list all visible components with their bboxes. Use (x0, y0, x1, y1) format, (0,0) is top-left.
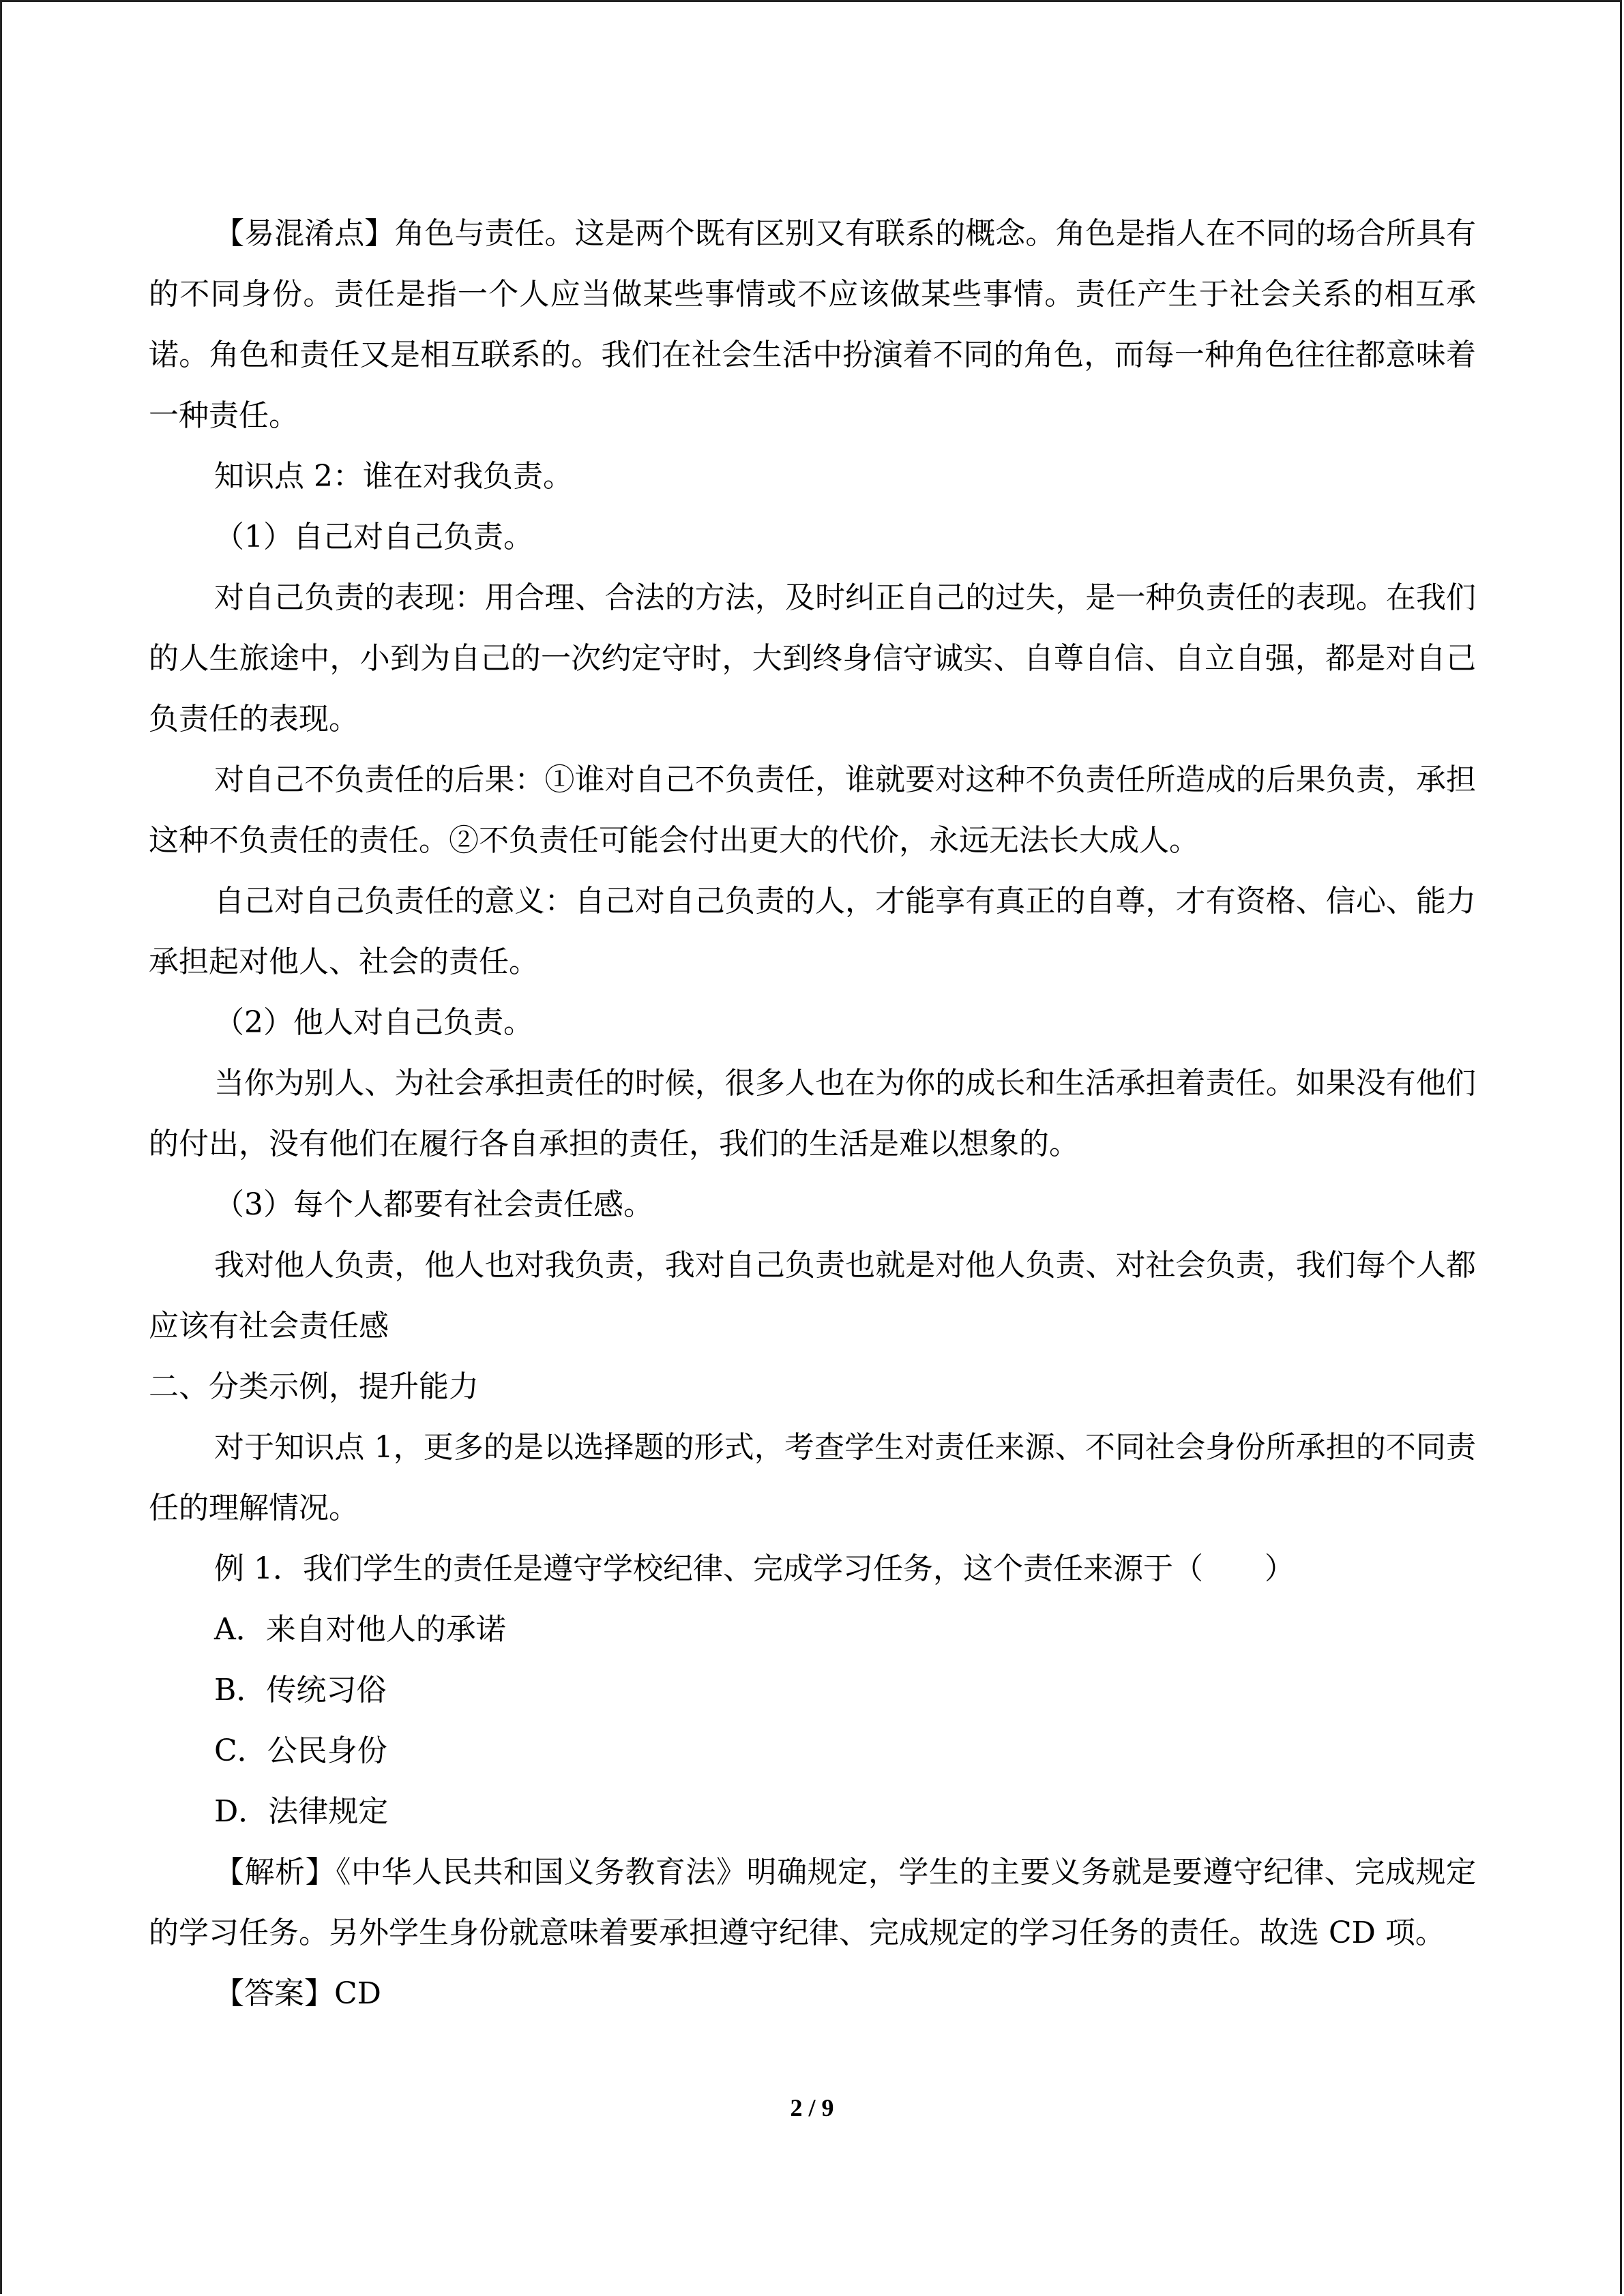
answer-paragraph: 【答案】CD (214, 1976, 381, 2011)
page-number: 2 / 9 (790, 2094, 834, 2121)
subheading-social-responsibility: （3）每个人都要有社会责任感。 (214, 1187, 653, 1222)
section-intro-paragraph: 对于知识点 1，更多的是以选择题的形式，考查学生对责任来源、不同社会身份所承担的不同责任的理解情况。 (149, 1430, 1476, 1525)
self-performance-paragraph: 对自己负责的表现：用合理、合法的方法，及时纠正自己的过失，是一种负责任的表现。在我们的人生旅途中，小到为自己的一次约定守时，大到终身信守诚实、自尊自信、自立自强，都是对自己负责任的表现。 (149, 580, 1476, 736)
example-question (149, 1538, 1476, 1599)
subheading-others-responsibility: （2）他人对自己负责。 (214, 1005, 533, 1040)
analysis-paragraph: 【解析】《中华人民共和国义务教育法》明确规定，学生的主要义务就是要遵守纪律、完成规定的学习任务。另外学生身份就意味着要承担遵守纪律、完成规定的学习任务的责任。故选 CD 项。 (149, 1855, 1476, 1950)
option-b: B．传统习俗 (214, 1673, 387, 1708)
others-responsible-paragraph: 当你为别人、为社会承担责任的时候，很多人也在为你的成长和生活承担着责任。如果没有他们的付出，没有他们在履行各自承担的责任，我们的生活是难以想象的。 (149, 1066, 1476, 1161)
document-body (149, 203, 1476, 2024)
self-meaning-paragraph: 自己对自己负责任的意义：自己对自己负责的人，才能享有真正的自尊，才有资格、信心、能力承担起对他人、社会的责任。 (149, 884, 1476, 979)
self-consequence-paragraph: 对自己不负责任的后果：①谁对自己不负责任，谁就要对这种不负责任所造成的后果负责，承担这种不负责任的责任。②不负责任可能会付出更大的代价，永远无法长大成人。 (149, 762, 1476, 858)
social-responsibility-paragraph: 我对他人负责，他人也对我负责，我对自己负责也就是对他人负责、对社会负责，我们每个人都应该有社会责任感 (149, 1248, 1476, 1343)
option-d: D．法律规定 (214, 1794, 389, 1829)
option-a: A．来自对他人的承诺 (214, 1612, 506, 1647)
knowledge-point-heading: 知识点 2：谁在对我负责。 (214, 459, 573, 494)
confusion-point-paragraph: 【易混淆点】角色与责任。这是两个既有区别又有联系的概念。角色是指人在不同的场合所具有的不同身份。责任是指一个人应当做某些事情或不应该做某些事情。责任产生于社会关系的相互承诺。角色和责任又是相互联系的。我们在社会生活中扮演着不同的角色，而每一种角色往往都意味着一种责任。 (149, 216, 1476, 433)
example-question-close: ） (1264, 1551, 1295, 1586)
option-c: C．公民身份 (214, 1733, 387, 1768)
subheading-self-responsibility: （1）自己对自己负责。 (214, 520, 533, 554)
example-question-text: 例 1．我们学生的责任是遵守学校纪律、完成学习任务，这个责任来源于（ (214, 1551, 1203, 1586)
section-heading: 二、分类示例，提升能力 (149, 1369, 479, 1404)
